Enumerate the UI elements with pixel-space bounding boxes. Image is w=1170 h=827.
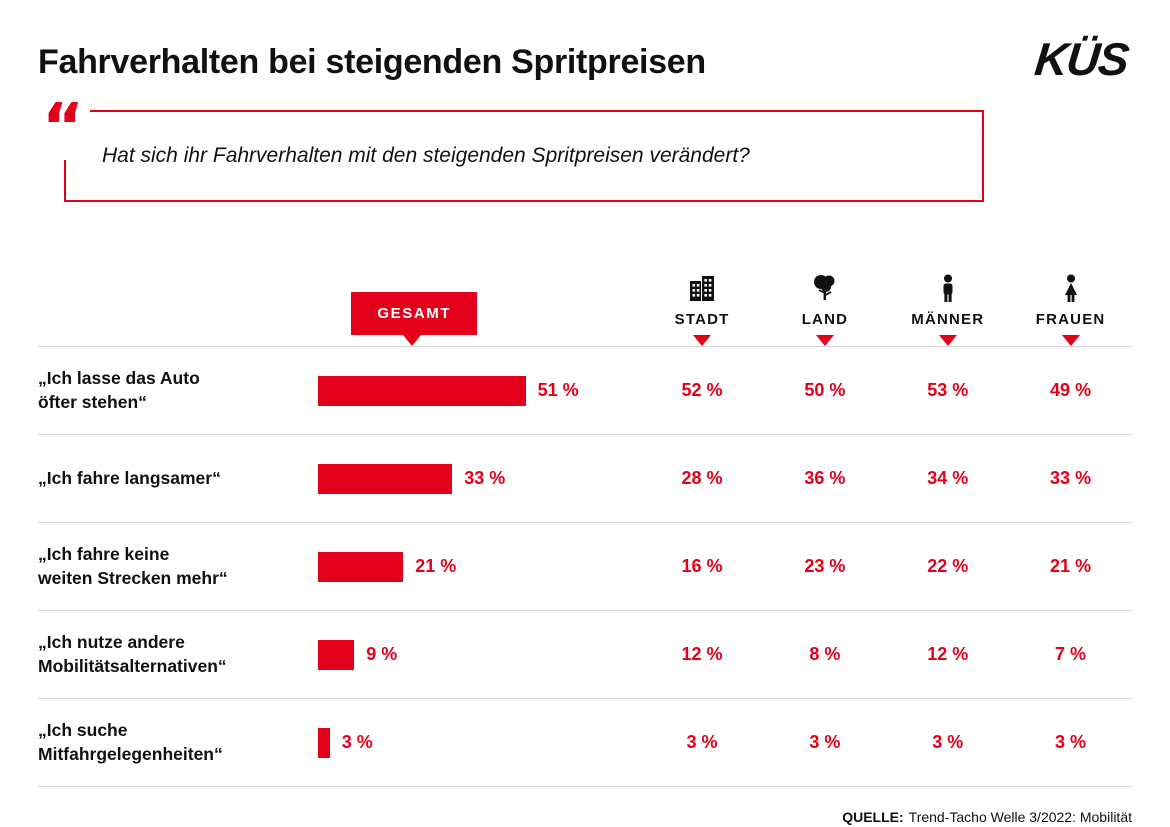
source-label: QUELLE: — [842, 809, 904, 825]
cell-land: 23 % — [804, 556, 846, 576]
bar-cell — [314, 640, 641, 670]
kues-logo: KÜS — [1032, 33, 1131, 85]
cell-frauen: 7 % — [1055, 644, 1087, 664]
cell-stadt: 52 % — [681, 380, 723, 400]
city-buildings-icon — [685, 269, 719, 305]
row-label — [38, 719, 314, 766]
divider — [38, 786, 1132, 787]
row-label-line1: „Ich fahre langsamer“ — [38, 467, 221, 488]
cell-maenner: 53 % — [927, 380, 969, 400]
row-label-line2: Mitfahrgelegenheiten“ — [38, 743, 223, 764]
cell-stadt: 3 % — [686, 732, 718, 752]
row-label-line1: „Ich fahre keine — [38, 543, 170, 564]
bar — [318, 640, 355, 670]
table-row — [38, 435, 1132, 522]
cell-land: 3 % — [809, 732, 841, 752]
cell-maenner: 12 % — [927, 644, 969, 664]
bar-cell — [314, 728, 641, 758]
bar-value: 33 % — [464, 468, 506, 488]
woman-icon — [1054, 269, 1088, 305]
header-segment-frauen — [1009, 236, 1132, 346]
row-label-line2: Mobilitätsalternativen“ — [38, 655, 227, 676]
header — [38, 33, 1132, 85]
page-title: Fahrverhalten bei steigenden Spritpreisen — [38, 43, 706, 81]
segment-caret-icon — [939, 335, 957, 346]
bar-cell — [314, 376, 641, 406]
source-text: Trend-Tacho Welle 3/2022: Mobilität — [908, 809, 1132, 825]
cell-land: 8 % — [809, 644, 841, 664]
segment-label-land: LAND — [801, 311, 849, 328]
row-label — [38, 467, 314, 491]
cell-maenner: 34 % — [927, 468, 969, 488]
row-label-line1: „Ich nutze andere — [38, 631, 185, 652]
table-header-row — [38, 236, 1132, 346]
segment-caret-icon — [1062, 335, 1080, 346]
segment-caret-icon — [816, 335, 834, 346]
bar — [318, 376, 526, 406]
source-footer — [38, 809, 1132, 825]
header-segment-land — [764, 236, 887, 346]
cell-land: 36 % — [804, 468, 846, 488]
bar-value: 51 % — [537, 380, 579, 400]
cell-frauen: 3 % — [1055, 732, 1087, 752]
row-label — [38, 367, 314, 414]
cell-frauen: 21 % — [1050, 556, 1092, 576]
row-label-line1: „Ich lasse das Auto — [38, 367, 200, 388]
question-box — [64, 110, 984, 202]
bar — [318, 728, 330, 758]
segment-caret-icon — [693, 335, 711, 346]
row-label-line1: „Ich suche — [38, 719, 128, 740]
gesamt-badge: GESAMT — [351, 292, 477, 335]
table-row — [38, 523, 1132, 610]
table-row — [38, 699, 1132, 786]
header-segment-maenner — [886, 236, 1009, 346]
header-gesamt — [313, 236, 640, 346]
bar-value: 9 % — [366, 644, 398, 664]
cell-stadt: 16 % — [681, 556, 723, 576]
cell-frauen: 49 % — [1050, 380, 1092, 400]
question-text: Hat sich ihr Fahrverhalten mit den steigenden Spritpreisen verändert? — [102, 144, 750, 167]
results-table — [38, 236, 1132, 787]
bar — [318, 464, 453, 494]
cell-stadt: 12 % — [681, 644, 723, 664]
row-label-line2: weiten Strecken mehr“ — [38, 567, 228, 588]
quote-icon: “ — [42, 96, 90, 160]
table-row — [38, 611, 1132, 698]
row-label-line2: öfter stehen“ — [38, 391, 147, 412]
tree-icon — [808, 269, 842, 305]
bar-value: 21 % — [415, 556, 457, 576]
segment-label-maenner: MÄNNER — [911, 311, 985, 328]
row-label — [38, 543, 314, 590]
table-row — [38, 347, 1132, 434]
bar-cell — [314, 552, 641, 582]
man-icon — [931, 269, 965, 305]
cell-maenner: 3 % — [932, 732, 964, 752]
cell-stadt: 28 % — [681, 468, 723, 488]
row-label — [38, 631, 314, 678]
cell-maenner: 22 % — [927, 556, 969, 576]
bar-value: 3 % — [341, 732, 373, 752]
bar-cell — [314, 464, 641, 494]
segment-label-frauen: FRAUEN — [1035, 311, 1106, 328]
cell-frauen: 33 % — [1050, 468, 1092, 488]
header-segment-stadt — [641, 236, 764, 346]
cell-land: 50 % — [804, 380, 846, 400]
bar — [318, 552, 404, 582]
segment-label-stadt: STADT — [674, 311, 730, 328]
gesamt-caret-icon — [403, 335, 421, 346]
question-block — [42, 91, 1132, 210]
